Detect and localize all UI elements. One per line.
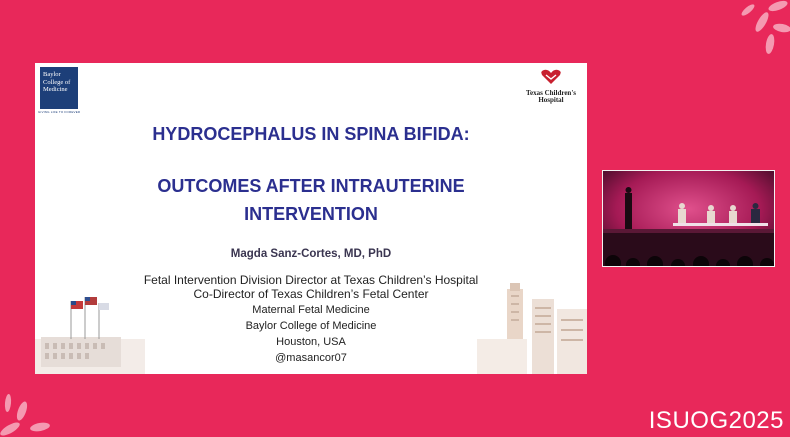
petal-ornament-icon (0, 367, 70, 437)
affiliation-line: Fetal Intervention Division Director at Texas Children’s Hospital (143, 273, 479, 287)
tch-logo-line: Hospital (538, 96, 564, 104)
flag-icon (71, 297, 109, 339)
tch-heart-icon (540, 69, 562, 85)
slide-title-line: HYDROCEPHALUS IN SPINA BIFIDA: (152, 124, 470, 144)
author-name: Magda Sanz-Cortes, MD, PhD (230, 248, 392, 260)
presentation-slide (35, 63, 587, 374)
affiliation-line: Maternal Fetal Medicine (252, 304, 370, 316)
stage-video (602, 170, 775, 267)
affiliation-line: Baylor College of Medicine (245, 320, 377, 332)
slide-title-line: INTERVENTION (244, 204, 378, 224)
baylor-logo-line: College of (43, 78, 71, 86)
affiliation-line: Houston, USA (276, 336, 346, 348)
stage-scene-image (603, 171, 774, 266)
affiliation-line: @masancor07 (275, 352, 347, 364)
tch-logo-line: Texas Children's (526, 89, 576, 97)
petal-ornament-icon (700, 0, 790, 70)
building-image (35, 279, 145, 374)
texas-childrens-logo (521, 69, 581, 109)
isuog-brand-logo: ISUOG2025 (648, 407, 784, 434)
baylor-logo-line: Medicine (43, 86, 68, 93)
baylor-logo-line: Baylor (43, 71, 61, 78)
slide-title-line: OUTCOMES AFTER INTRAUTERINE (157, 176, 465, 196)
baylor-tagline: GIVING LIFE TO FOREVER (38, 110, 81, 114)
building-image (477, 279, 587, 374)
baylor-logo (40, 67, 78, 109)
affiliation-line: Co-Director of Texas Children’s Fetal Center (193, 287, 429, 301)
